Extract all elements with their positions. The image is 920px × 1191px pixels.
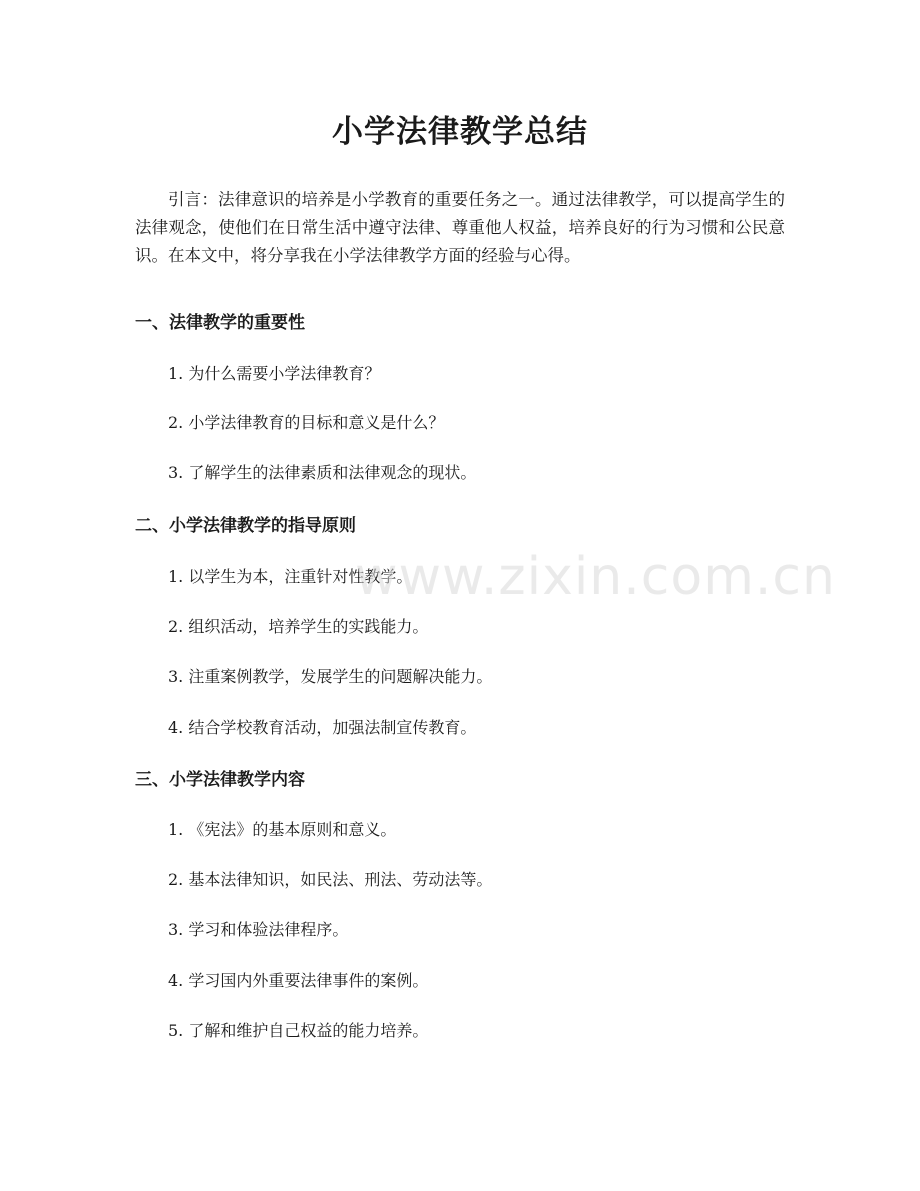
list-item: 3. 学习和体验法律程序。 [168,920,349,939]
watermark: www.zixin.com.cn [355,547,836,607]
list-item: 3. 了解学生的法律素质和法律观念的现状。 [168,463,477,482]
list-item: 1. 为什么需要小学法律教育？ [168,364,381,383]
list-item: 4. 结合学校教育活动，加强法制宣传教育。 [168,718,477,737]
list-item: 1. 以学生为本，注重针对性教学。 [168,567,413,586]
document-title: 小学法律教学总结 [332,114,588,150]
list-item: 2. 小学法律教育的目标和意义是什么？ [168,413,445,432]
list-item: 2. 基本法律知识，如民法、刑法、劳动法等。 [168,870,493,889]
list-item: 4. 学习国内外重要法律事件的案例。 [168,971,429,990]
section-heading-principles: 二、小学法律教学的指导原则 [135,516,356,536]
list-item: 1. 《宪法》的基本原则和意义。 [168,820,397,839]
list-item: 2. 组织活动，培养学生的实践能力。 [168,617,429,636]
intro-paragraph: 引言：法律意识的培养是小学教育的重要任务之一。通过法律教学，可以提高学生的法律观念，使他们在日常生活中遵守法律、尊重他人权益，培养良好的行为习惯和公民意识。在本文中，将分享我在小学法律教学方面的经验与心得。 [135,190,785,265]
section-heading-content: 三、小学法律教学内容 [135,770,305,790]
list-item: 5. 了解和维护自己权益的能力培养。 [168,1021,429,1040]
section-heading-importance: 一、法律教学的重要性 [135,313,305,333]
list-item: 3. 注重案例教学，发展学生的问题解决能力。 [168,667,493,686]
